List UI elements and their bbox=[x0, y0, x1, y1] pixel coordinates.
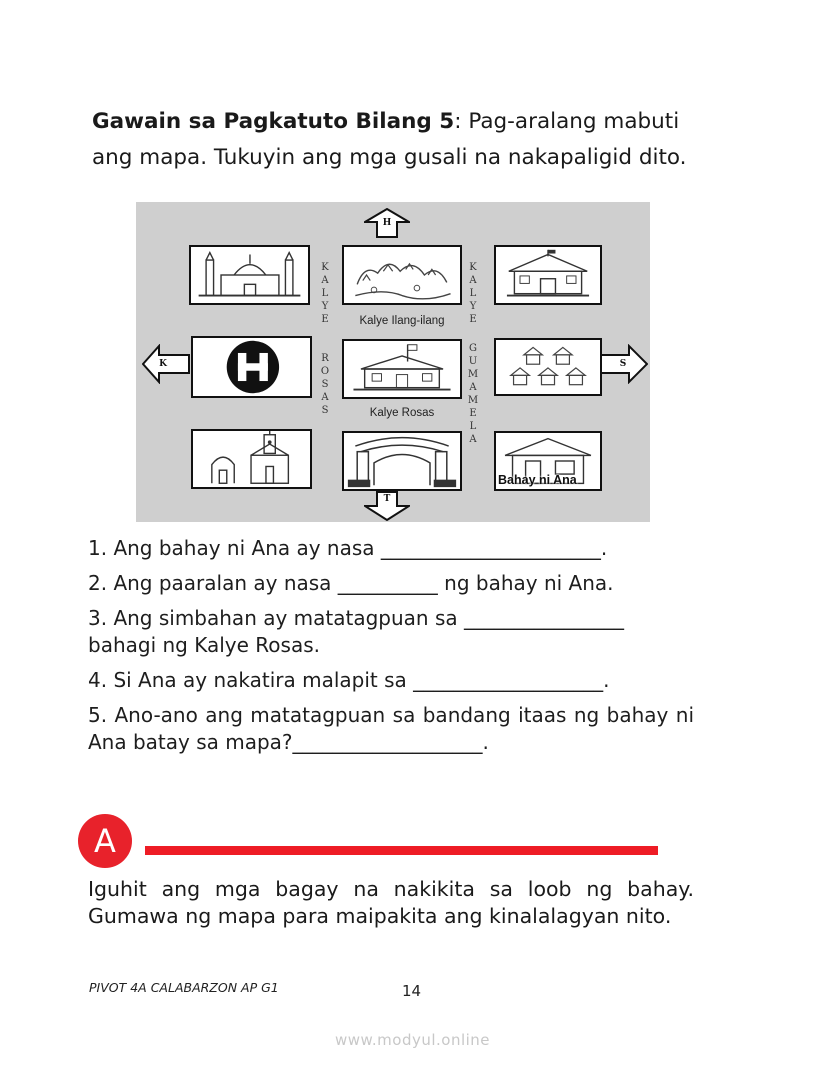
cell-church bbox=[191, 429, 312, 489]
street-kalye-rosas: K A L Y E R O S A S bbox=[320, 262, 330, 416]
question-3: 3. Ang simbahan ay matatagpuan sa ________________ bahagi ng Kalye Rosas. bbox=[88, 606, 624, 657]
activity-instructions: : Pag-aralang mabuti ang mapa. Tukuyin ang mga gusali na nakapaligid dito. bbox=[92, 109, 687, 170]
cell-park bbox=[342, 245, 462, 305]
cell-mosque bbox=[189, 245, 310, 305]
question-5: 5. Ano-ano ang matatagpuan sa bandang itaas ng bahay ni Ana batay sa mapa?___________________. bbox=[88, 703, 694, 754]
municipal-hall-icon bbox=[496, 247, 600, 303]
section-a-instruction: Iguhit ang mga bagay na nakikita sa loob ng bahay. Gumawa ng mapa para maipakita ang kinalalagyan nito. bbox=[88, 877, 694, 928]
street-kalye-gumamela: K A L Y E G U M A M E L A bbox=[467, 262, 479, 445]
arch-gate-icon bbox=[344, 433, 460, 489]
cell-houses bbox=[494, 338, 602, 396]
label-south: T bbox=[383, 494, 391, 504]
hospital-icon bbox=[193, 338, 310, 396]
cell-building bbox=[494, 245, 602, 305]
question-list bbox=[88, 535, 694, 764]
street-kalye-rosas-label: Kalye Rosas bbox=[369, 407, 435, 419]
footer-label: PIVOT 4A CALABARZON AP G1 bbox=[89, 980, 279, 995]
street-kalye-ilang-ilang: Kalye Ilang-ilang bbox=[359, 315, 445, 327]
watermark: www.modyul.online bbox=[334, 1031, 491, 1049]
ana-house-label: Bahay ni Ana bbox=[498, 473, 577, 487]
cell-hospital bbox=[191, 336, 312, 398]
cell-school bbox=[342, 339, 462, 399]
section-a-badge: A bbox=[78, 814, 132, 868]
cell-arch-gate bbox=[342, 431, 462, 491]
activity-intro bbox=[92, 104, 702, 176]
community-map bbox=[136, 202, 650, 522]
label-east: S bbox=[619, 359, 627, 369]
question-2: 2. Ang paaralan ay nasa __________ ng bahay ni Ana. bbox=[88, 571, 614, 595]
houses-icon bbox=[496, 340, 600, 394]
label-north: H bbox=[382, 218, 392, 228]
question-4: 4. Si Ana ay nakatira malapit sa ___________________. bbox=[88, 668, 610, 692]
label-west: K bbox=[159, 359, 167, 369]
activity-title: Gawain sa Pagkatuto Bilang 5 bbox=[92, 109, 455, 134]
page-number: 14 bbox=[402, 982, 422, 1000]
section-divider bbox=[145, 846, 658, 855]
school-icon bbox=[344, 341, 460, 397]
question-1: 1. Ang bahay ni Ana ay nasa ______________________. bbox=[88, 536, 608, 560]
park-trees-icon bbox=[344, 247, 460, 303]
church-icon bbox=[193, 431, 310, 487]
mosque-icon bbox=[191, 247, 308, 303]
